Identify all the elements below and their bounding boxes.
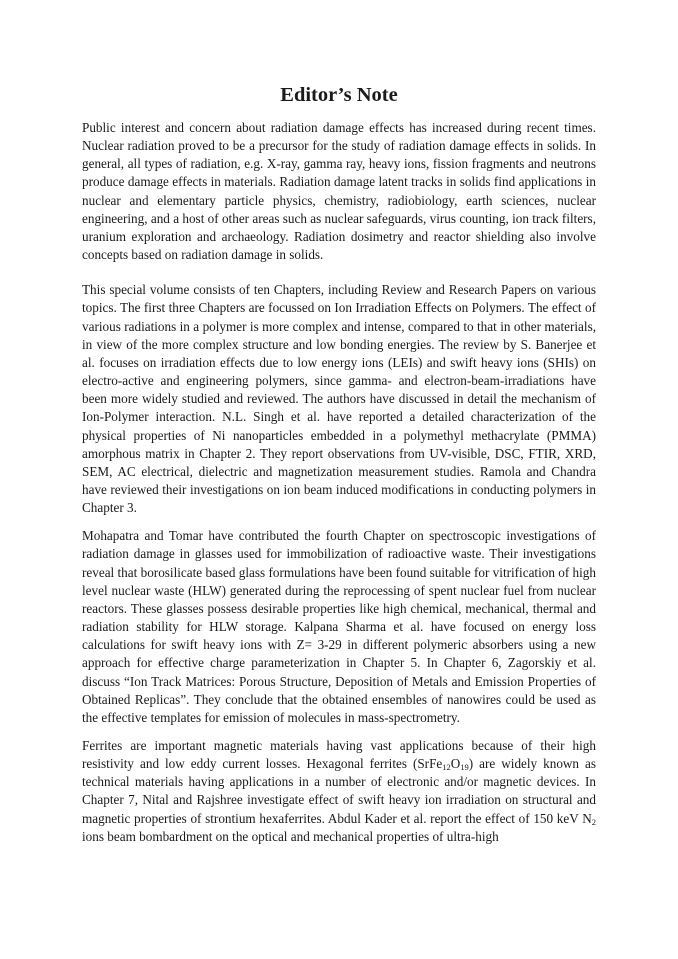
n2-subscript: 2 [591,816,596,827]
paragraph-3: Mohapatra and Tomar have contributed the fourth Chapter on spectroscopic investigations of radiation damage in glasses used for immobilization of radioactive waste. Their investigations reveal that borosilicate based glass formulations have been found suitable for vitrification of high level nuclear waste (HLW) generated during the reprocessing of spent nuclear fuel from nuclear reactors. These glasses possess desirable properties like high chemical, mechanical, thermal and radiation stability for HLW storage. Kalpana Sharma et al. have focused on energy loss calculations for swift heavy ions with Z= 3-29 in different polymeric absorbers using a new approach for effective charge parameterization in Chapter 5. In Chapter 6, Zagorskiy et al. discuss “Ion Track Matrices: Porous Structure, Deposition of Metals and Emission Properties of Obtained Replicas”. They conclude that the obtained ensembles of nanowires could be used as the effective templates for emission of molecules in mass-spectrometry. [82,528,596,725]
paragraph-4-mid: ) are widely known as technical materials having applications in a number of electronic and/or magnetic devices. In Chapter 7, Nital and Rajshree investigate effect of swift heavy ion irradiation on structural and magnetic properties of strontium hexaferrites. Abdul Kader et al. report the effect of 150 keV N [82,756,596,826]
chemical-formula-srfe12o19: $SrFe_{12}O_{19}$ [417,756,469,773]
paragraph-4 [82,737,596,846]
paragraph-1: Public interest and concern about radiation damage effects has increased during recent times. Nuclear radiation proved to be a precursor for the study of radiation damage effects in solids. In general, all types of radiation, e.g. X-ray, gamma ray, heavy ions, fission fragments and neutrons produce damage effects in materials. Radiation damage latent tracks in solids find applications in nuclear and elementary particle physics, chemistry, radiobiology, earth sciences, nuclear engineering, and a host of other areas such as nuclear safeguards, virus counting, ion track filters, uranium exploration and archaeology. Radiation dosimetry and reactor shielding also involve concepts based on radiation damage in solids. [82,120,596,263]
paragraph-4-intro: Ferrites are important magnetic materials having vast applications because of their high resistivity and low eddy current losses. Hexagonal ferrites ( [82,738,596,772]
body-text [82,119,596,846]
paragraph-2: This special volume consists of ten Chapters, including Review and Research Papers on various topics. The first three Chapters are focussed on Ion Irradiation Effects on Polymers. The effect of various radiations in a polymer is more complex and intense, compared to that in other materials, in view of the more complex structure and low bonding energies. The review by S. Banerjee et al. focuses on irradiation effects due to low energy ions (LEIs) and swift heavy ions (SHIs) on electro-active and engineering polymers, since gamma- and electron-beam-irradiations have been more widely studied and reviewed. The authors have discussed in detail the mechanism of Ion-Polymer interaction. N.L. Singh et al. have reported a detailed characterization of the physical properties of Ni nanoparticles embedded in a polymethyl methacrylate (PMMA) amorphous matrix in Chapter 2. They report observations from UV-visible, DSC, FTIR, XRD, SEM, AC electrical, dielectric and magnetization measurement studies. Ramola and Chandra have reviewed their investigations on ion beam induced modifications in conducting polymers in Chapter 3. [82,282,596,516]
paragraph-4-end: ions beam bombardment on the optical and mechanical properties of ultra-high [82,828,499,844]
page-title: Editor’s Note [280,84,398,106]
